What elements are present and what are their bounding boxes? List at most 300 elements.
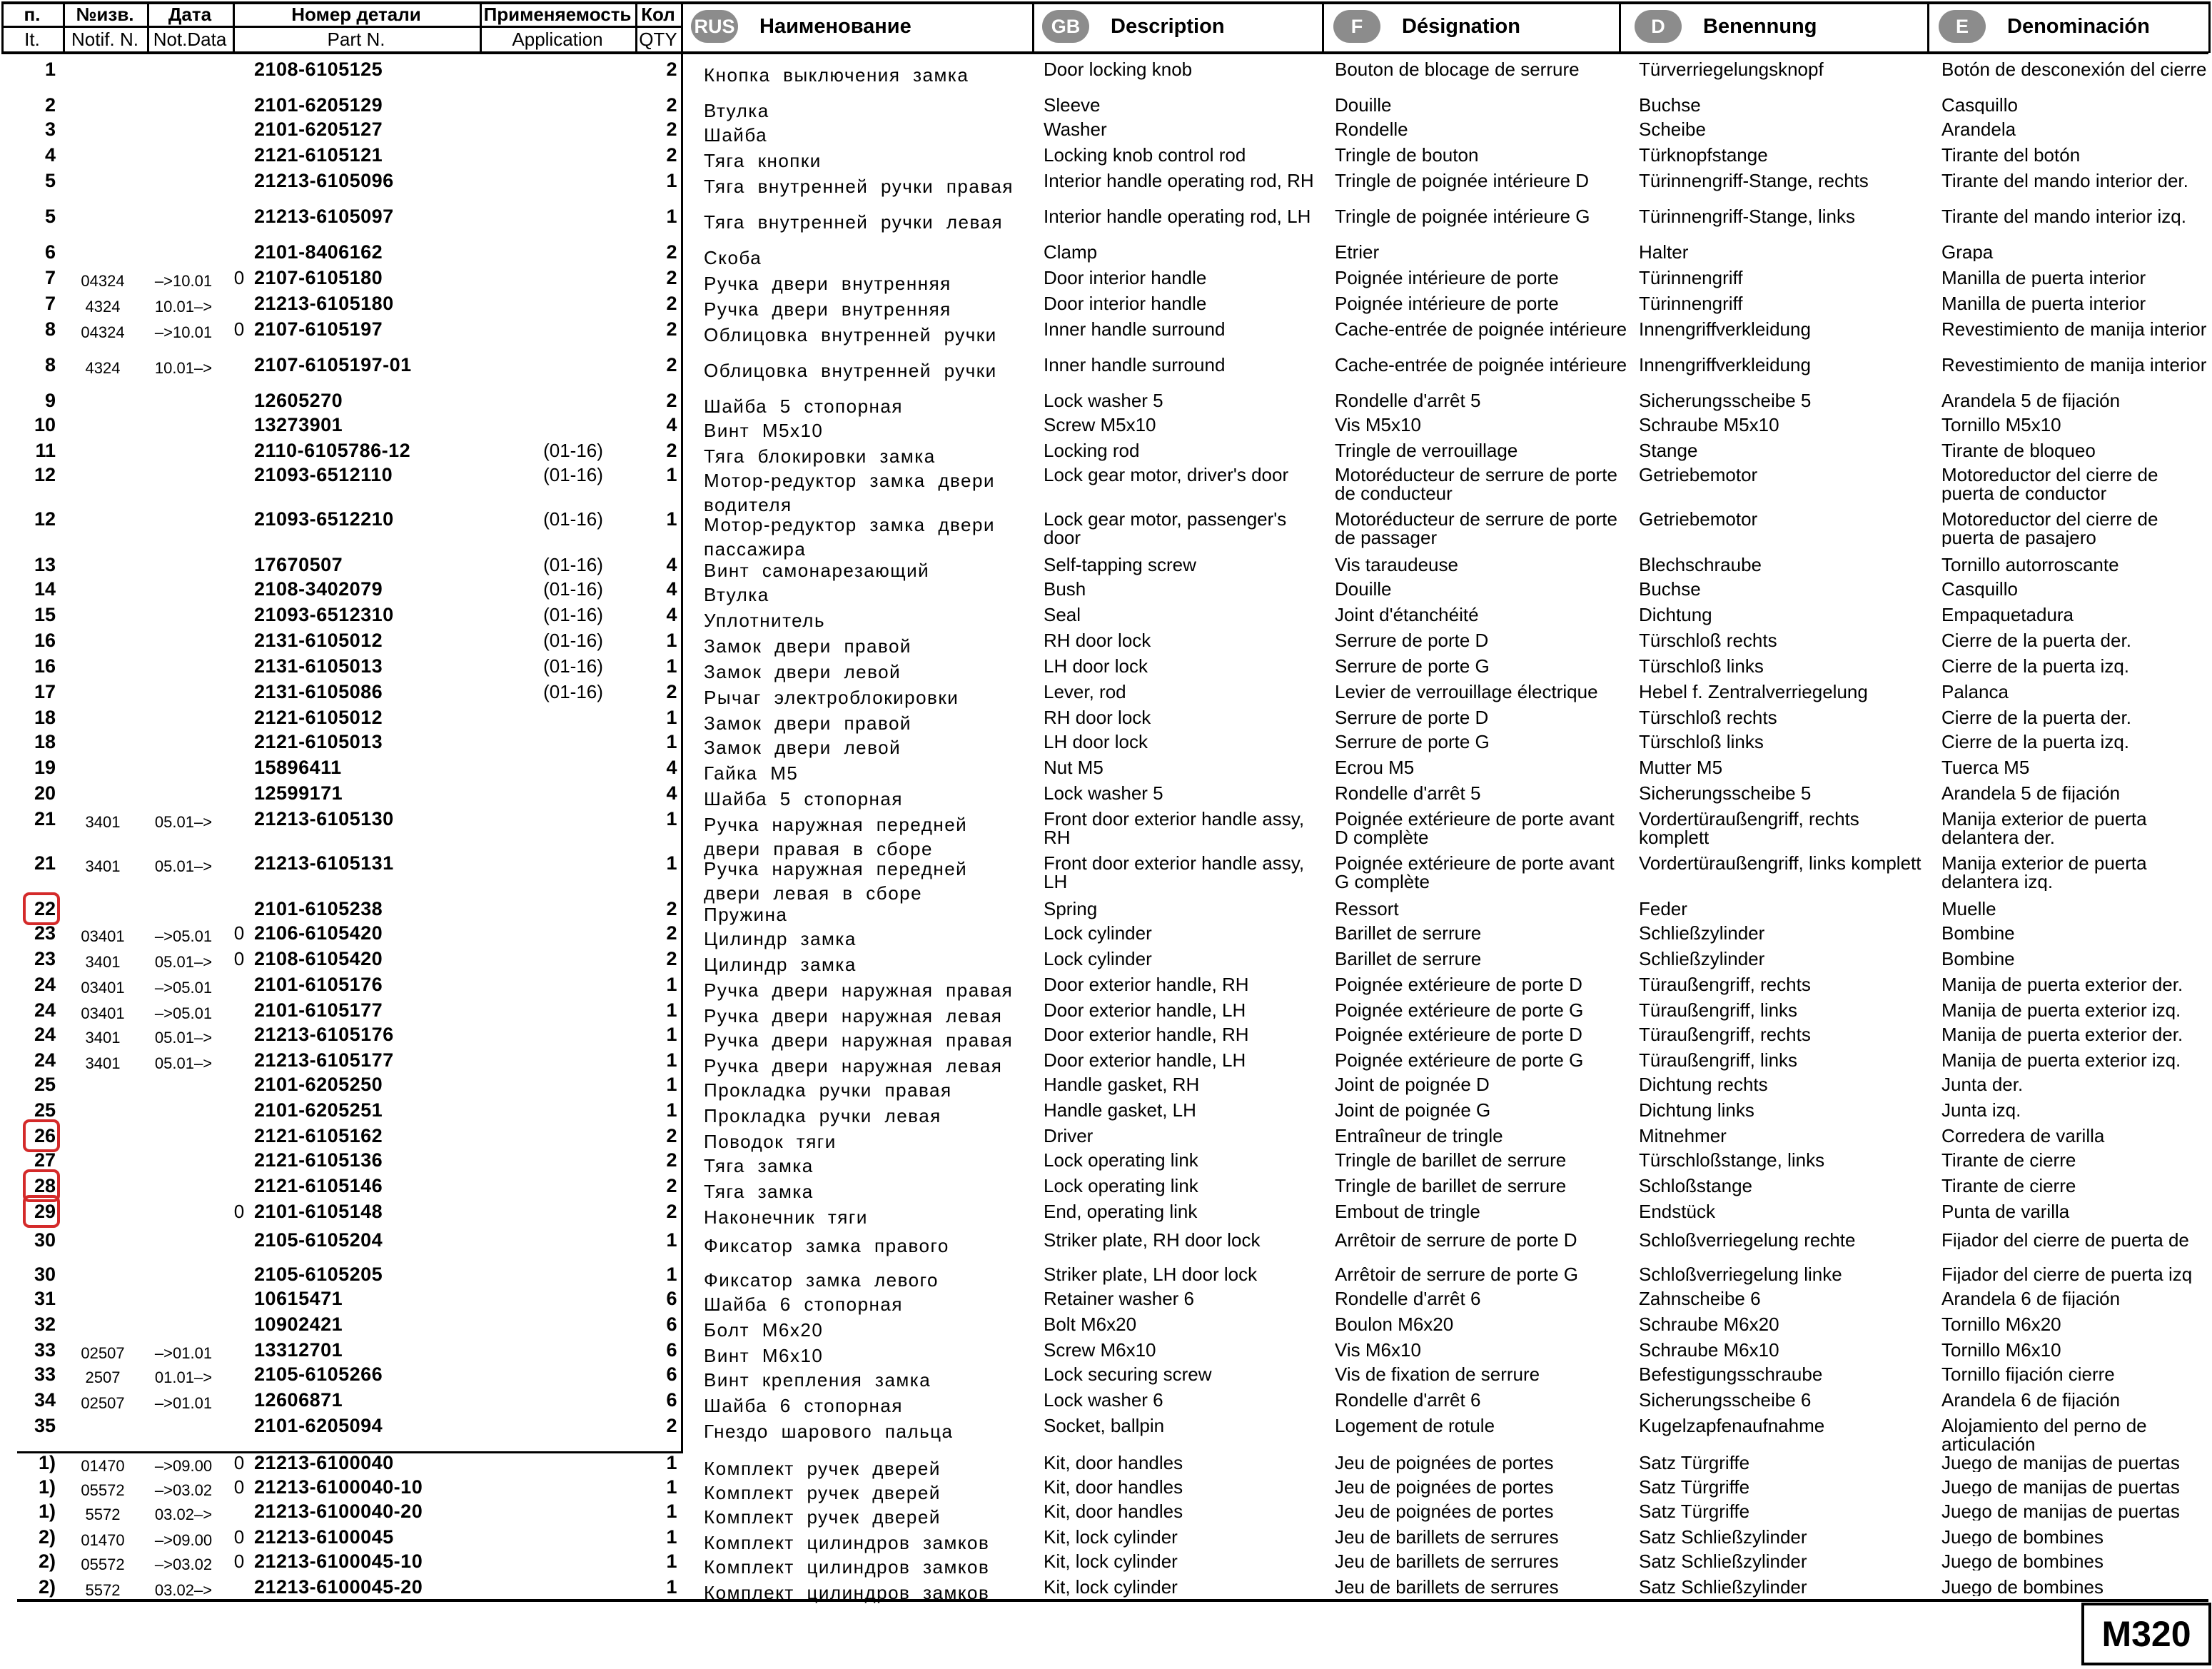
- lang-badge-gb: GB: [1042, 10, 1089, 43]
- quantity: 2: [666, 390, 677, 411]
- quantity: 1: [666, 1576, 677, 1598]
- denominacion-es: Cierre de la puerta der.: [1941, 708, 2131, 727]
- part-number: 2101-6105148: [254, 1201, 383, 1222]
- item-number: 23: [34, 948, 56, 969]
- quantity: 1: [666, 508, 677, 530]
- item-number: 12: [34, 464, 56, 485]
- description-en: Kit, lock cylinder: [1044, 1576, 1178, 1598]
- name-ru: Прокладка ручки правая: [704, 1079, 952, 1101]
- denominacion-es: Juego de bombines: [1941, 1578, 2104, 1596]
- part-number: 2106-6105420: [254, 922, 383, 944]
- designation-fr: Douille: [1335, 578, 1392, 600]
- application: (01-16): [543, 630, 603, 651]
- designation-fr: Jeu de barillets de serrures: [1335, 1550, 1559, 1572]
- quantity: 1: [666, 1526, 677, 1548]
- denominacion-es: Tirante del botón: [1941, 146, 2081, 164]
- part-number: 2108-6105125: [254, 59, 383, 80]
- header-application-en: Application: [512, 29, 603, 50]
- denominacion-es: Cierre de la puerta izq.: [1941, 657, 2130, 675]
- part-number: 13312701: [254, 1339, 343, 1361]
- benennung-de: Schloßverriegelung rechte: [1639, 1229, 1856, 1251]
- header-part-ru: Номер детали: [291, 4, 421, 25]
- denominacion-es: Arandela 6 de fijación: [1941, 1391, 2121, 1409]
- designation-fr: Jeu de barillets de serrures: [1335, 1526, 1559, 1548]
- name-ru: Ручка двери внутренняя: [704, 273, 951, 294]
- notification-number: 3401: [85, 953, 121, 971]
- description-en: Door interior handle: [1044, 293, 1207, 314]
- benennung-de: Türaußengriff, links: [1639, 1049, 1798, 1071]
- name-ru: Комплект ручек дверей: [704, 1482, 941, 1503]
- quantity: 1: [666, 852, 677, 874]
- description-en: Front door exterior handle assy, LH: [1044, 852, 1305, 892]
- denominacion-es: Bombine: [1941, 924, 2015, 942]
- designation-fr: Poignée intérieure de porte: [1335, 267, 1559, 288]
- quantity: 2: [666, 681, 677, 702]
- part-number: 2121-6105162: [254, 1125, 383, 1146]
- item-number: 7: [44, 267, 56, 288]
- notification-date: –>10.01: [154, 272, 213, 290]
- name-ru: Гайка М5: [704, 762, 799, 784]
- quantity: 1: [666, 1501, 677, 1522]
- denominacion-es: Tornillo autorroscante: [1941, 555, 2119, 574]
- benennung-de: Türknopfstange: [1639, 144, 1768, 166]
- item-number: 16: [34, 655, 56, 677]
- lang-label-e: Denominación: [2007, 14, 2150, 38]
- designation-fr: Motoréducteur de serrure de porte de passager: [1335, 508, 1617, 548]
- description-en: Inner handle surround: [1044, 354, 1226, 375]
- description-en: Lock gear motor, driver's door: [1044, 464, 1289, 485]
- benennung-de: Sicherungsscheibe 5: [1639, 782, 1812, 804]
- designation-fr: Tringle de verrouillage: [1335, 440, 1518, 461]
- notification-date: –>09.00: [154, 1531, 213, 1549]
- item-number: 13: [34, 554, 56, 575]
- item-number: 22: [34, 898, 56, 919]
- description-en: RH door lock: [1044, 630, 1151, 651]
- benennung-de: Satz Türgriffe: [1639, 1452, 1750, 1473]
- description-en: Lock securing screw: [1044, 1363, 1212, 1385]
- part-number: 2107-6105197-01: [254, 354, 412, 375]
- part-number: 21213-6105180: [254, 293, 394, 314]
- benennung-de: Türschloßstange, links: [1639, 1149, 1825, 1171]
- denominacion-es: Juego de bombines: [1941, 1528, 2104, 1546]
- designation-fr: Jeu de poignées de portes: [1335, 1452, 1554, 1473]
- notification-date: 10.01–>: [154, 298, 213, 316]
- designation-fr: Poignée extérieure de porte D: [1335, 974, 1582, 995]
- description-en: Front door exterior handle assy, RH: [1044, 808, 1305, 848]
- part-number: 2121-6105012: [254, 707, 383, 728]
- benennung-de: Buchse: [1639, 578, 1701, 600]
- denominacion-es: Juego de bombines: [1941, 1552, 2104, 1570]
- notification-date: 05.01–>: [154, 1029, 213, 1047]
- lang-label-f: Désignation: [1402, 14, 1520, 38]
- benennung-de: Schließzylinder: [1639, 922, 1765, 944]
- name-ru: Прокладка ручки левая: [704, 1105, 941, 1126]
- part-number: 21213-6105176: [254, 1024, 394, 1045]
- part-number: 2101-6105238: [254, 898, 383, 919]
- name-ru: Втулка: [704, 100, 769, 121]
- denominacion-es: Manija de puerta exterior der.: [1941, 1025, 2183, 1044]
- change-mark: 0: [233, 1550, 245, 1572]
- quantity: 2: [666, 1201, 677, 1222]
- denominacion-es: Cierre de la puerta der.: [1941, 631, 2131, 650]
- designation-fr: Jeu de poignées de portes: [1335, 1476, 1554, 1498]
- quantity: 2: [666, 241, 677, 263]
- part-number: 21213-6105097: [254, 206, 394, 227]
- description-en: LH door lock: [1044, 731, 1148, 752]
- denominacion-es: Palanca: [1941, 682, 2009, 701]
- item-number: 31: [34, 1288, 56, 1309]
- application: (01-16): [543, 681, 603, 702]
- item-number: 30: [34, 1229, 56, 1251]
- benennung-de: Kugelzapfenaufnahme: [1639, 1415, 1825, 1436]
- description-en: Locking rod: [1044, 440, 1140, 461]
- name-ru: Ручка двери внутренняя: [704, 298, 951, 320]
- item-number: 18: [34, 731, 56, 752]
- item-number: 5: [44, 170, 56, 191]
- designation-fr: Joint de poignée D: [1335, 1074, 1490, 1095]
- denominacion-es: Tornillo fijación cierre: [1941, 1365, 2115, 1383]
- designation-fr: Joint d'étanchéité: [1335, 604, 1479, 625]
- item-number: 24: [34, 974, 56, 995]
- quantity: 4: [666, 578, 677, 600]
- benennung-de: Feder: [1639, 898, 1687, 919]
- notification-date: 01.01–>: [154, 1368, 213, 1386]
- denominacion-es: Manija de puerta exterior izq.: [1941, 1051, 2181, 1069]
- designation-fr: Boulon M6x20: [1335, 1313, 1454, 1335]
- header-application-ru: Применяемость: [483, 4, 632, 25]
- benennung-de: Türinnengriff: [1639, 267, 1743, 288]
- name-ru: Винт М5х10: [704, 420, 824, 441]
- quantity: 2: [666, 144, 677, 166]
- part-number: 2131-6105013: [254, 655, 383, 677]
- name-ru: Ручка двери наружная левая: [704, 1055, 1003, 1076]
- quantity: 2: [666, 94, 677, 116]
- denominacion-es: Empaquetadura: [1941, 605, 2074, 624]
- notification-date: –>01.01: [154, 1394, 213, 1412]
- description-en: Nut M5: [1044, 757, 1104, 778]
- part-number: 2101-6205251: [254, 1099, 383, 1121]
- denominacion-es: Arandela 5 de fijación: [1941, 391, 2121, 410]
- benennung-de: Getriebemotor: [1639, 508, 1758, 530]
- designation-fr: Rondelle d'arrêt 6: [1335, 1288, 1481, 1309]
- denominacion-es: Tornillo M5x10: [1941, 415, 2061, 434]
- benennung-de: Vordertüraußengriff, rechts komplett: [1639, 808, 1859, 848]
- benennung-de: Mitnehmer: [1639, 1125, 1727, 1146]
- application: (01-16): [543, 508, 603, 530]
- part-number: 2131-6105012: [254, 630, 383, 651]
- notification-date: –>09.00: [154, 1457, 213, 1475]
- header-item-ru: п.: [24, 4, 41, 25]
- description-en: Door exterior handle, RH: [1044, 1024, 1249, 1045]
- item-number: 16: [34, 630, 56, 651]
- denominacion-es: Casquillo: [1941, 96, 2018, 114]
- benennung-de: Hebel f. Zentralverriegelung: [1639, 681, 1868, 702]
- benennung-de: Zahnscheibe 6: [1639, 1288, 1761, 1309]
- quantity: 1: [666, 707, 677, 728]
- change-mark: 0: [233, 318, 245, 340]
- description-en: Inner handle surround: [1044, 318, 1226, 340]
- description-en: Clamp: [1044, 241, 1098, 263]
- denominacion-es: Fijador del cierre de puerta izq: [1941, 1265, 2193, 1284]
- notification-date: 10.01–>: [154, 359, 213, 377]
- item-number: 12: [34, 508, 56, 530]
- name-ru: Тяга кнопки: [704, 150, 822, 171]
- designation-fr: Jeu de poignées de portes: [1335, 1501, 1554, 1522]
- part-number: 21213-6100045-20: [254, 1576, 423, 1598]
- name-ru: Винт крепления замка: [704, 1369, 931, 1391]
- notification-number: 04324: [81, 323, 125, 341]
- change-mark: 0: [233, 1201, 245, 1222]
- lang-badge-e: E: [1939, 10, 1986, 43]
- header-part-en: Part N.: [327, 29, 385, 50]
- part-number: 13273901: [254, 414, 343, 435]
- description-en: Lock cylinder: [1044, 922, 1152, 944]
- item-number: 8: [44, 318, 56, 340]
- quantity: 1: [666, 974, 677, 995]
- part-number: 2121-6105013: [254, 731, 383, 752]
- notification-date: 03.02–>: [154, 1506, 213, 1523]
- description-en: RH door lock: [1044, 707, 1151, 728]
- benennung-de: Schließzylinder: [1639, 948, 1765, 969]
- change-mark: 0: [233, 922, 245, 944]
- notification-date: –>03.02: [154, 1481, 213, 1499]
- designation-fr: Tringle de poignée intérieure G: [1335, 206, 1590, 227]
- part-number: 2101-6205094: [254, 1415, 383, 1436]
- name-ru: Скоба: [704, 247, 762, 268]
- notification-number: 02507: [81, 1344, 125, 1362]
- change-mark: 0: [233, 1452, 245, 1473]
- item-number: 33: [34, 1363, 56, 1385]
- name-ru: Поводок тяги: [704, 1131, 837, 1152]
- description-en: Seal: [1044, 604, 1081, 625]
- name-ru: Шайба 5 стопорная: [704, 788, 903, 810]
- part-number: 21213-6100040-10: [254, 1476, 423, 1498]
- quantity: 1: [666, 1049, 677, 1071]
- description-en: Bolt M6x20: [1044, 1313, 1137, 1335]
- notification-number: 05572: [81, 1481, 125, 1499]
- item-number: 2: [44, 94, 56, 116]
- designation-fr: Serrure de porte D: [1335, 707, 1489, 728]
- name-ru: Винт М6х10: [704, 1345, 824, 1366]
- benennung-de: Buchse: [1639, 94, 1701, 116]
- designation-fr: Serrure de porte D: [1335, 630, 1489, 651]
- designation-fr: Ecrou M5: [1335, 757, 1415, 778]
- denominacion-es: Tornillo M6x20: [1941, 1315, 2061, 1333]
- notification-number: 4324: [85, 359, 121, 377]
- part-number: 21213-6105096: [254, 170, 394, 191]
- part-number: 2107-6105180: [254, 267, 383, 288]
- name-ru: Цилиндр замка: [704, 954, 857, 975]
- description-en: Handle gasket, LH: [1044, 1099, 1196, 1121]
- quantity: 6: [666, 1288, 677, 1309]
- quantity: 2: [666, 898, 677, 919]
- description-en: LH door lock: [1044, 655, 1148, 677]
- name-ru: Шайба 6 стопорная: [704, 1294, 903, 1315]
- description-en: Interior handle operating rod, RH: [1044, 170, 1314, 191]
- denominacion-es: Juego de manijas de puertas: [1941, 1453, 2180, 1472]
- designation-fr: Vis M6x10: [1335, 1339, 1421, 1361]
- notification-number: 04324: [81, 272, 125, 290]
- designation-fr: Embout de tringle: [1335, 1201, 1480, 1222]
- quantity: 1: [666, 808, 677, 830]
- item-number: 2): [38, 1550, 56, 1572]
- name-ru: Тяга замка: [704, 1181, 814, 1202]
- denominacion-es: Tirante del mando interior der.: [1941, 171, 2188, 190]
- benennung-de: Innengriffverkleidung: [1639, 354, 1811, 375]
- designation-fr: Arrêtoir de serrure de porte D: [1335, 1229, 1577, 1251]
- denominacion-es: Punta de varilla: [1941, 1202, 2070, 1221]
- designation-fr: Poignée extérieure de porte avant D complète: [1335, 808, 1615, 848]
- name-ru: Облицовка внутренней ручки: [704, 360, 997, 381]
- denominacion-es: Arandela: [1941, 120, 2016, 138]
- designation-fr: Rondelle: [1335, 119, 1408, 140]
- notification-date: 03.02–>: [154, 1581, 213, 1599]
- notification-date: 05.01–>: [154, 1054, 213, 1072]
- benennung-de: Schraube M6x20: [1639, 1313, 1779, 1335]
- quantity: 1: [666, 655, 677, 677]
- part-number: 21213-6100040: [254, 1452, 394, 1473]
- designation-fr: Etrier: [1335, 241, 1380, 263]
- description-en: Bush: [1044, 578, 1086, 600]
- quantity: 6: [666, 1389, 677, 1411]
- name-ru: Шайба 6 стопорная: [704, 1395, 903, 1416]
- description-en: Kit, door handles: [1044, 1501, 1183, 1522]
- name-ru: Замок двери левой: [704, 661, 902, 682]
- designation-fr: Poignée extérieure de porte G: [1335, 999, 1584, 1021]
- denominacion-es: Cierre de la puerta izq.: [1941, 732, 2130, 751]
- benennung-de: Satz Schließzylinder: [1639, 1576, 1807, 1598]
- benennung-de: Sicherungsscheibe 5: [1639, 390, 1812, 411]
- description-en: Kit, door handles: [1044, 1476, 1183, 1498]
- item-number: 11: [35, 440, 56, 461]
- quantity: 2: [666, 59, 677, 80]
- description-en: Kit, lock cylinder: [1044, 1526, 1178, 1548]
- item-number: 1): [38, 1476, 56, 1498]
- quantity: 1: [666, 206, 677, 227]
- benennung-de: Türaußengriff, rechts: [1639, 974, 1811, 995]
- quantity: 1: [666, 731, 677, 752]
- designation-fr: Vis de fixation de serrure: [1335, 1363, 1540, 1385]
- item-number: 33: [34, 1339, 56, 1361]
- item-number: 21: [34, 808, 56, 830]
- denominacion-es: Casquillo: [1941, 580, 2018, 598]
- benennung-de: Türschloß links: [1639, 731, 1764, 752]
- name-ru: Уплотнитель: [704, 610, 825, 631]
- header-qty-ru: Кол: [641, 4, 675, 25]
- designation-fr: Barillet de serrure: [1335, 922, 1482, 944]
- denominacion-es: Tuerca M5: [1941, 758, 2030, 777]
- description-en: Lock washer 5: [1044, 390, 1163, 411]
- quantity: 2: [666, 1125, 677, 1146]
- description-en: Handle gasket, RH: [1044, 1074, 1200, 1095]
- quantity: 2: [666, 267, 677, 288]
- part-number: 2121-6105146: [254, 1175, 383, 1196]
- designation-fr: Tringle de barillet de serrure: [1335, 1175, 1567, 1196]
- designation-fr: Poignée intérieure de porte: [1335, 293, 1559, 314]
- benennung-de: Vordertüraußengriff, links komplett: [1639, 852, 1921, 874]
- description-en: Lock washer 6: [1044, 1389, 1163, 1411]
- quantity: 2: [666, 440, 677, 461]
- quantity: 6: [666, 1363, 677, 1385]
- item-number: 24: [34, 1049, 56, 1071]
- designation-fr: Cache-entrée de poignée intérieure: [1335, 318, 1627, 340]
- lang-badge-d: D: [1635, 10, 1682, 43]
- denominacion-es: Tirante de cierre: [1941, 1151, 2076, 1169]
- benennung-de: Blechschraube: [1639, 554, 1762, 575]
- notification-number: 05572: [81, 1555, 125, 1573]
- name-ru: Комплект цилиндров замков: [704, 1582, 990, 1603]
- part-number: 12606871: [254, 1389, 343, 1411]
- notification-date: 05.01–>: [154, 953, 213, 971]
- name-ru: Ручка двери наружная правая: [704, 979, 1014, 1001]
- item-number: 8: [44, 354, 56, 375]
- item-number: 15: [34, 604, 56, 625]
- name-ru: Ручка двери наружная левая: [704, 1005, 1003, 1027]
- denominacion-es: Junta izq.: [1941, 1101, 2021, 1119]
- name-ru: Болт М6х20: [704, 1319, 824, 1341]
- benennung-de: Satz Türgriffe: [1639, 1501, 1750, 1522]
- part-number: 2105-6105204: [254, 1229, 383, 1251]
- part-number: 12605270: [254, 390, 343, 411]
- highlight-box: [23, 1119, 60, 1152]
- designation-fr: Bouton de blocage de serrure: [1335, 59, 1580, 80]
- designation-fr: Tringle de bouton: [1335, 144, 1479, 166]
- name-ru: Кнопка выключения замка: [704, 64, 969, 86]
- denominacion-es: Manija de puerta exterior der.: [1941, 975, 2183, 994]
- description-en: Striker plate, RH door lock: [1044, 1229, 1261, 1251]
- part-number: 21093-6512110: [254, 464, 393, 485]
- quantity: 2: [666, 318, 677, 340]
- part-number: 2101-6205127: [254, 119, 383, 140]
- name-ru: Замок двери правой: [704, 712, 911, 734]
- quantity: 1: [666, 1099, 677, 1121]
- denominacion-es: Manilla de puerta interior: [1941, 294, 2146, 313]
- name-ru: Ручка наружная передней двери правая в сборе: [704, 814, 968, 859]
- quantity: 4: [666, 782, 677, 804]
- denominacion-es: Tirante de cierre: [1941, 1176, 2076, 1195]
- notification-number: 01470: [81, 1457, 125, 1475]
- notification-number: 3401: [85, 1029, 121, 1047]
- designation-fr: Tringle de barillet de serrure: [1335, 1149, 1567, 1171]
- description-en: Lock operating link: [1044, 1175, 1198, 1196]
- part-number: 2105-6105266: [254, 1363, 383, 1385]
- benennung-de: Türinnengriff-Stange, links: [1639, 206, 1856, 227]
- notification-number: 03401: [81, 979, 125, 997]
- description-en: Sleeve: [1044, 94, 1101, 116]
- name-ru: Шайба: [704, 124, 768, 146]
- designation-fr: Douille: [1335, 94, 1392, 116]
- description-en: Screw M5x10: [1044, 414, 1156, 435]
- designation-fr: Arrêtoir de serrure de porte G: [1335, 1264, 1579, 1285]
- benennung-de: Dichtung links: [1639, 1099, 1754, 1121]
- part-number: 21213-6100045: [254, 1526, 394, 1548]
- designation-fr: Poignée extérieure de porte avant G complète: [1335, 852, 1615, 892]
- denominacion-es: Manija de puerta exterior izq.: [1941, 1001, 2181, 1019]
- highlight-box: [23, 1195, 60, 1228]
- name-ru: Втулка: [704, 584, 769, 605]
- benennung-de: Scheibe: [1639, 119, 1706, 140]
- header-date-ru: Дата: [168, 4, 212, 25]
- denominacion-es: Junta der.: [1941, 1075, 2024, 1094]
- denominacion-es: Alojamiento del perno de articulación: [1941, 1416, 2147, 1453]
- description-en: Self-tapping screw: [1044, 554, 1196, 575]
- item-number: 35: [34, 1415, 56, 1436]
- notification-number: 3401: [85, 1054, 121, 1072]
- part-number: 2101-6205129: [254, 94, 383, 116]
- name-ru: Комплект цилиндров замков: [704, 1556, 990, 1578]
- item-number: 14: [34, 578, 56, 600]
- quantity: 1: [666, 1264, 677, 1285]
